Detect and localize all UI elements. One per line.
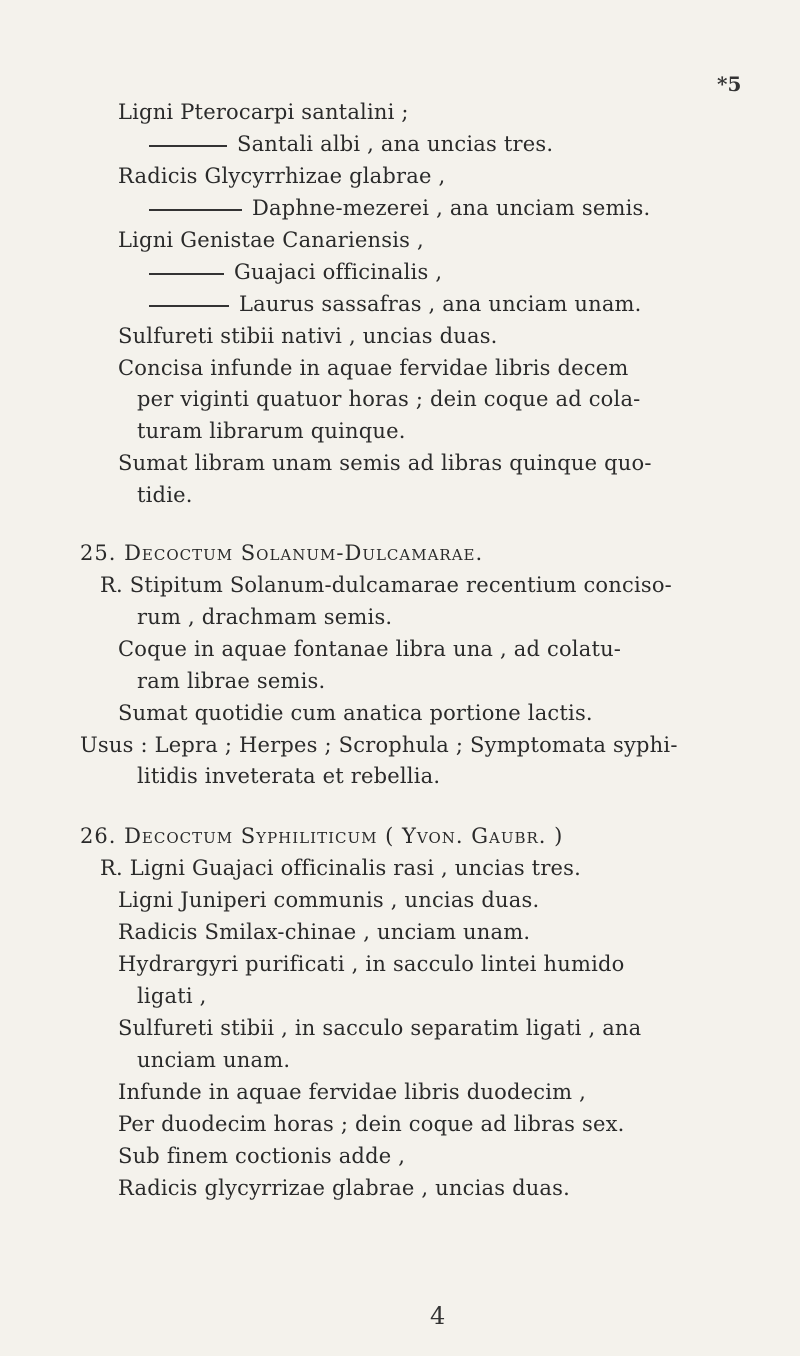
- page-number: 4: [430, 1302, 446, 1330]
- text-line: Sulfureti stibii , in sacculo separatim ligati , ana: [118, 1016, 642, 1040]
- text-line: R. Ligni Guajaci officinalis rasi , uncias tres.: [100, 856, 582, 880]
- text-line: R. Stipitum Solanum-dulcamarae recentium conciso-: [100, 573, 672, 597]
- usage-line: Usus : Lepra ; Herpes ; Scrophula ; Symptomata syphi-: [80, 733, 678, 757]
- text-line: Ligni Juniperi communis , uncias duas.: [118, 888, 540, 912]
- text-line: per viginti quatuor horas ; dein coque ad cola-: [137, 387, 641, 411]
- text-line: ram librae semis.: [137, 669, 326, 693]
- section-heading: 25. Decoctum Solanum-Dulcamarae.: [80, 541, 484, 565]
- ditto-dash: [149, 145, 227, 147]
- text-line: Sumat quotidie cum anatica portione lactis.: [118, 701, 593, 725]
- ditto-dash: [149, 305, 229, 307]
- text-line: turam librarum quinque.: [137, 419, 406, 443]
- text-line: Daphne-mezerei , ana unciam semis.: [149, 195, 650, 221]
- text-line: Laurus sassafras , ana unciam unam.: [149, 291, 642, 317]
- section-heading: 26. Decoctum Syphiliticum ( Yvon. Gaubr. ): [80, 824, 564, 848]
- text-line: Santali albi , ana uncias tres.: [149, 131, 553, 157]
- text-line: Sub finem coctionis adde ,: [118, 1144, 406, 1168]
- text-line: Ligni Genistae Canariensis ,: [118, 228, 424, 252]
- text-line: Concisa infunde in aquae fervidae libris decem: [118, 356, 629, 380]
- ditto-dash: [149, 209, 242, 211]
- text-line: Infunde in aquae fervidae libris duodecim ,: [118, 1080, 587, 1104]
- text-line: rum , drachmam semis.: [137, 605, 393, 629]
- text-line: Radicis Smilax-chinae , unciam unam.: [118, 920, 531, 944]
- text-line: Sumat libram unam semis ad libras quinque quo-: [118, 451, 652, 475]
- text-line: Radicis glycyrrizae glabrae , uncias duas.: [118, 1176, 571, 1200]
- text-line: Sulfureti stibii nativi , uncias duas.: [118, 324, 498, 348]
- text-line: Coque in aquae fontanae libra una , ad colatu-: [118, 637, 622, 661]
- text-line: Ligni Pterocarpi santalini ;: [118, 100, 409, 124]
- text-line: Per duodecim horas ; dein coque ad libras sex.: [118, 1112, 625, 1136]
- signature-mark: *5: [717, 72, 742, 96]
- text-line: Radicis Glycyrrhizae glabrae ,: [118, 164, 446, 188]
- text-line: Hydrargyri purificati , in sacculo lintei humido: [118, 952, 625, 976]
- text-line: unciam unam.: [137, 1048, 291, 1072]
- text-line: tidie.: [137, 483, 193, 507]
- ditto-dash: [149, 273, 224, 275]
- text-line: litidis inveterata et rebellia.: [137, 764, 441, 788]
- text-line: Guajaci officinalis ,: [149, 259, 442, 285]
- text-line: ligati ,: [137, 984, 207, 1008]
